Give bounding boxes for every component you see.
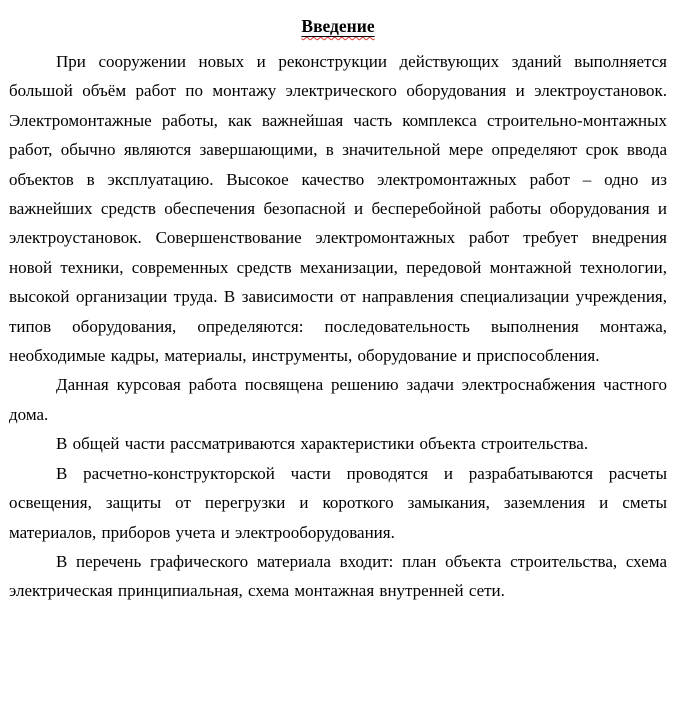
spellcheck-squiggle bbox=[301, 16, 374, 36]
document-title-text: Введение bbox=[301, 16, 375, 36]
paragraph-design-part: В расчетно-конструкторской части проводятся и разрабатываются расчеты освещения, защиты от перегрузки и короткого замыкания, заземления и сметы материалов, приборов учета и электрооборудования. bbox=[9, 463, 667, 542]
paragraph-general-part: В общей части рассматриваются характеристики объекта строительства. bbox=[56, 434, 589, 454]
document-title bbox=[9, 12, 667, 41]
paragraph-graphic-materials: В перечень графического материала входит: план объекта строительства, схема электрическая принципиальная, схема монтажная внутренней сети. bbox=[9, 551, 667, 601]
paragraph-intro-1: При сооружении новых и реконструкции действующих зданий выполняется большой объём работ по монтажу электрического оборудования и электроустановок. Электромонтажные работы, как важнейшая часть комплекса строительно-монтажных работ, обычно являются завершающими, в значительной мере определяют срок ввода объектов в эксплуатацию. Высокое качество электромонтажных работ – одно из важнейших средств обеспечения безопасной и бесперебойной работы оборудования и электроустановок. Совершенствование электромонтажных работ требует внедрения новой техники, современных средств механизации, передовой монтажной технологии, высокой организации труда. В зависимости от направления специализации учреждения, типов оборудования, определяются: последовательность выполнения монтажа, необходимые кадры, материалы, инструменты, оборудование и приспособления. bbox=[9, 52, 667, 366]
document-body bbox=[9, 47, 667, 606]
paragraph-course-work-goal: Данная курсовая работа посвящена решению задачи электроснабжения частного дома. bbox=[9, 375, 667, 424]
